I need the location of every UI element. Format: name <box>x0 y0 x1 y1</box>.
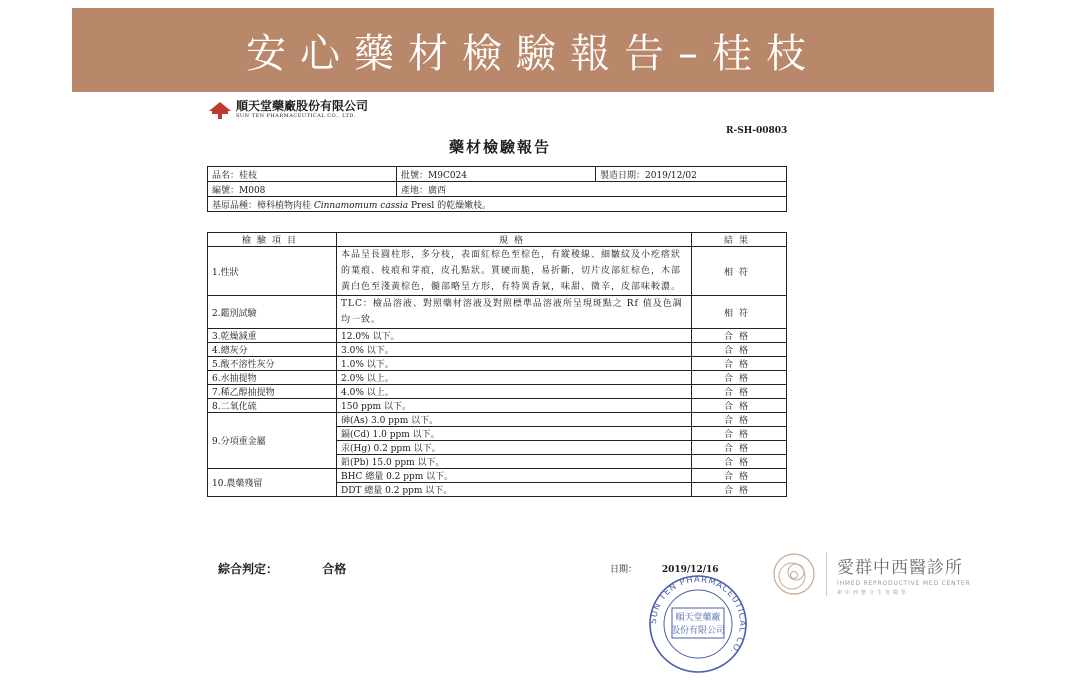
row-spec: 1.0% 以下。 <box>337 357 692 371</box>
row-result: 合格 <box>692 441 787 455</box>
origin-species-prefix: 基原品種：樟科植物肉桂 <box>212 200 314 211</box>
stamp-ring-text: SUN TEN PHARMACEUTICAL CO. <box>648 574 748 657</box>
row-item: 1.性狀 <box>208 247 337 296</box>
table-row <box>208 296 787 329</box>
row-spec: 本品呈長圓柱形，多分枝，表面紅棕色至棕色，有縱稜線、細皺紋及小疙瘩狀的葉痕、枝痕和芽痕，皮孔點狀。質硬而脆，易折斷，切片皮部紅棕色，木部黃白色至淺黃棕色，髓部略呈方形，有特異香氣，味甜、微辛，皮部味較濃。 <box>337 247 692 296</box>
row-item: 6.水抽提物 <box>208 371 337 385</box>
company-header <box>208 100 368 119</box>
table-row <box>208 343 787 357</box>
table-row <box>208 399 787 413</box>
stamp-inner-line2: 股份有限公司 <box>670 626 726 636</box>
row-spec: 12.0% 以下。 <box>337 329 692 343</box>
verdict-value: 合格 <box>322 562 347 576</box>
table-row <box>208 385 787 399</box>
row-result: 合格 <box>692 371 787 385</box>
row-result: 相符 <box>692 247 787 296</box>
clinic-brand <box>772 552 970 596</box>
row-item: 7.稀乙醇抽提物 <box>208 385 337 399</box>
row-item: 5.酸不溶性灰分 <box>208 357 337 371</box>
row-spec: BHC 總量 0.2 ppm 以下。 <box>337 469 692 483</box>
overall-verdict <box>218 560 346 577</box>
product-info-table <box>207 166 787 212</box>
product-code: 編號：M008 <box>208 182 397 197</box>
date-value: 2019/12/16 <box>661 565 719 575</box>
row-result: 合格 <box>692 469 787 483</box>
product-name: 品名：桂枝 <box>208 167 397 182</box>
row-spec: 汞(Hg) 0.2 ppm 以下。 <box>337 441 692 455</box>
batch-number: 批號：M9C024 <box>397 167 596 182</box>
table-row <box>208 247 787 296</box>
clinic-name-en: IHMED REPRODUCTIVE MED CENTER <box>837 579 971 587</box>
row-result: 合格 <box>692 357 787 371</box>
row-result: 合格 <box>692 399 787 413</box>
row-spec: 鎘(Cd) 1.0 ppm 以下。 <box>337 427 692 441</box>
header-item: 檢驗項目 <box>208 233 337 247</box>
table-row <box>208 329 787 343</box>
row-result: 合格 <box>692 427 787 441</box>
origin-species-suffix: Presl 的乾燥嫩枝。 <box>408 200 492 211</box>
company-name-cn: 順天堂藥廠股份有限公司 <box>236 99 369 113</box>
page-title: 安心藥材檢驗報告–桂枝 <box>246 30 820 77</box>
origin-species-latin: Cinnamomum cassia <box>313 200 409 211</box>
header-result: 結果 <box>692 233 787 247</box>
company-logo-icon <box>208 101 232 119</box>
row-result: 合格 <box>692 343 787 357</box>
table-row <box>208 469 787 483</box>
clinic-name: 愛群中西醫診所 <box>837 557 963 578</box>
title-banner <box>72 8 994 92</box>
row-item: 4.總灰分 <box>208 343 337 357</box>
verdict-label: 綜合判定： <box>218 562 279 576</box>
row-item: 3.乾燥減重 <box>208 329 337 343</box>
row-item: 2.鑑別試驗 <box>208 296 337 329</box>
stamp-inner-line1: 順天堂藥廠 <box>675 613 721 623</box>
company-seal-stamp-icon <box>640 574 756 674</box>
row-result: 合格 <box>692 483 787 497</box>
manufacture-date: 製造日期：2019/12/02 <box>596 167 787 182</box>
row-spec: 4.0% 以上。 <box>337 385 692 399</box>
row-spec: DDT 總量 0.2 ppm 以下。 <box>337 483 692 497</box>
row-item: 10.農藥殘留 <box>208 469 337 497</box>
row-spec: 砷(As) 3.0 ppm 以下。 <box>337 413 692 427</box>
row-item: 9.分項重金屬 <box>208 413 337 469</box>
row-spec: 3.0% 以下。 <box>337 343 692 357</box>
report-title: 藥材檢驗報告 <box>448 138 551 156</box>
brand-divider <box>826 552 827 596</box>
product-origin: 產地：廣西 <box>397 182 787 197</box>
document-number: R-SH-00803 <box>726 126 788 136</box>
row-spec: TLC：檢品溶液、對照藥材溶液及對照標準品溶液所呈現斑點之 Rf 值及色調均一致。 <box>337 296 692 329</box>
date-label: 日期： <box>610 565 638 575</box>
company-name-en: SUN TEN PHARMACEUTICAL CO., LTD. <box>236 113 356 119</box>
table-row <box>208 357 787 371</box>
table-row <box>208 413 787 427</box>
row-spec: 150 ppm 以下。 <box>337 399 692 413</box>
row-item: 8.二氧化硫 <box>208 399 337 413</box>
report-document <box>200 96 800 676</box>
header-spec: 規格 <box>337 233 692 247</box>
row-spec: 2.0% 以上。 <box>337 371 692 385</box>
clinic-subtitle: 新中西整合生育醫學 <box>837 589 910 596</box>
row-result: 相符 <box>692 296 787 329</box>
test-results-table <box>207 232 787 497</box>
brand-swirl-logo-icon <box>772 552 816 596</box>
row-result: 合格 <box>692 329 787 343</box>
table-row <box>208 371 787 385</box>
row-result: 合格 <box>692 413 787 427</box>
origin-species <box>208 197 787 212</box>
row-spec: 鉛(Pb) 15.0 ppm 以下。 <box>337 455 692 469</box>
row-result: 合格 <box>692 455 787 469</box>
row-result: 合格 <box>692 385 787 399</box>
